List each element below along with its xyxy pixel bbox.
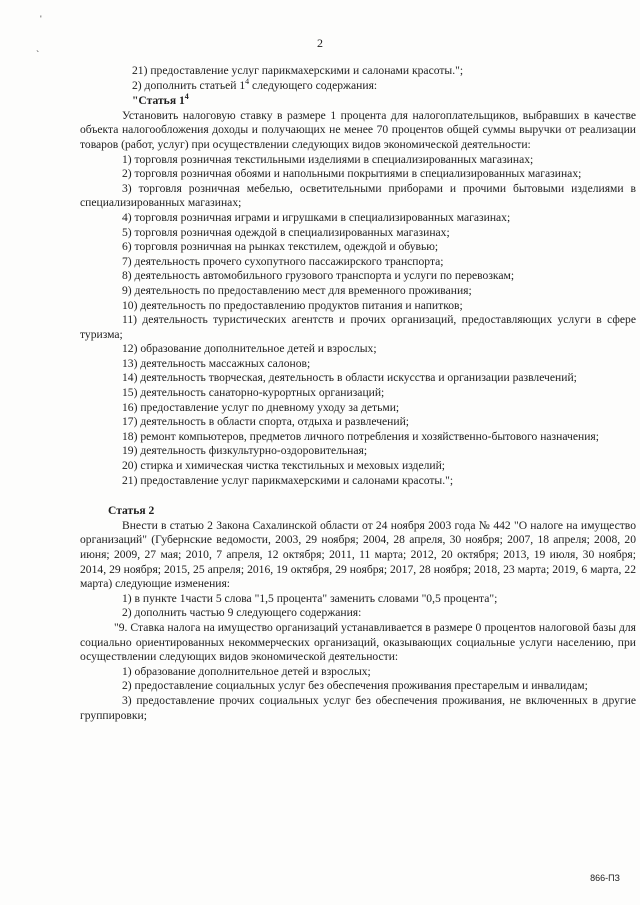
list-item: 12) образование дополнительное детей и взрослых; (122, 342, 377, 356)
document-body (80, 64, 636, 723)
list-item: 2) дополнить частью 9 следующего содержания: (122, 606, 362, 620)
list-item: 1) в пункте 1части 5 слова "1,5 процента" заменить словами "0,5 процента"; (122, 591, 498, 605)
list-item: 20) стирка и химическая чистка текстильных и меховых изделий; (122, 459, 446, 473)
article-heading (80, 94, 636, 109)
list-item: 13) деятельность массажных салонов; (122, 356, 311, 370)
list-item-text: следующего содержания: (249, 78, 378, 92)
article-heading-text: "Статья 1 (132, 94, 185, 108)
document-code: 866-ПЗ (590, 873, 620, 883)
scan-artifact-mark: ' (40, 14, 42, 24)
list-item: 2) торговля розничная обоями и напольными покрытиями в специализированных магазинах; (122, 167, 582, 181)
list-item: 15) деятельность санаторно-курортных организаций; (122, 386, 385, 400)
list-item: 3) предоставление прочих социальных услуг без обеспечения проживания, не включенных в другие группировки; (80, 693, 636, 722)
article-heading: Статья 2 (108, 504, 155, 518)
list-item: 14) деятельность творческая, деятельность в области искусства и организации развлечений; (122, 371, 577, 385)
list-item: 10) деятельность по предоставлению продуктов питания и напитков; (122, 298, 463, 312)
paragraph: Внести в статью 2 Закона Сахалинской области от 24 ноября 2003 года № 442 "О налоге на имущество организаций" (Губернские ведомости, 2003, 29 ноября; 2004, 28 апреля, 30 ноября; 2007, 18 апреля; 2008, 20 июня; 2009, 27 мая; 2010, 7 апреля, 12 октября; 2011, 11 марта; 2012, 20 октября; 2013, 19 июля, 30 ноября; 2014, 29 ноября; 2015, 25 апреля; 2016, 19 октября, 29 ноября; 2017, 28 ноября; 2018, 23 марта; 2019, 6 марта, 22 марта) следующие изменения: (80, 518, 636, 591)
list-item: 19) деятельность физкультурно-оздоровительная; (122, 444, 368, 458)
list-item: 8) деятельность автомобильного грузового транспорта и услуги по перевозкам; (122, 269, 515, 283)
list-item (80, 76, 636, 94)
paragraph: "9. Ставка налога на имущество организаций устанавливается в размере 0 процентов налоговой базы для социально ориентированных некоммерческих организаций, оказывающих социальные услуги населению, при осуществлении следующих видов экономической деятельности: (80, 620, 636, 664)
list-item: 1) торговля розничная текстильными изделиями в специализированных магазинах; (122, 152, 534, 166)
list-item: 3) торговля розничная мебелью, осветительными приборами и прочими бытовыми изделиями в специализированных магазинах; (80, 181, 636, 210)
list-item: 18) ремонт компьютеров, предметов личного потребления и хозяйственно-бытового назначения; (122, 429, 599, 443)
list-item: 5) торговля розничная одеждой в специализированных магазинах; (122, 225, 450, 239)
list-item: 1) образование дополнительное детей и взрослых; (122, 664, 371, 678)
list-item: 9) деятельность по предоставлению мест для временного проживания; (122, 283, 472, 297)
list-item: 21) предоставление услуг парикмахерскими и салонами красоты."; (132, 64, 464, 77)
scan-artifact-mark: ` (36, 50, 40, 61)
list-item: 2) предоставление социальных услуг без обеспечения проживания престарелым и инвалидам; (122, 679, 588, 693)
superscript: 4 (184, 92, 189, 102)
list-item: 17) деятельность в области спорта, отдыха и развлечений; (122, 415, 410, 429)
list-item: 11) деятельность туристических агентств и прочих организаций, предоставляющих услуги в сфере туризма; (80, 313, 636, 341)
list-item: 6) торговля розничная на рынках текстилем, одеждой и обувью; (122, 240, 439, 254)
list-item: 21) предоставление услуг парикмахерскими и салонами красоты."; (122, 473, 454, 487)
paragraph: Установить налоговую ставку в размере 1 процента для налогоплательщиков, выбравших в качестве объекта налогообложения доходы и получающих не менее 70 процентов общей суммы выручки от реализации товаров (работ, услуг) при осуществлении следующих видов экономической деятельности: (80, 108, 636, 151)
list-item: 7) деятельность прочего сухопутного пассажирского транспорта; (122, 254, 444, 268)
list-item: 4) торговля розничная играми и игрушками в специализированных магазинах; (122, 210, 511, 224)
list-item: 16) предоставление услуг по дневному уходу за детьми; (122, 400, 400, 414)
list-item-text: 2) дополнить статьей 1 (132, 78, 246, 92)
page-number: 2 (317, 36, 323, 50)
superscript: 4 (245, 76, 250, 86)
